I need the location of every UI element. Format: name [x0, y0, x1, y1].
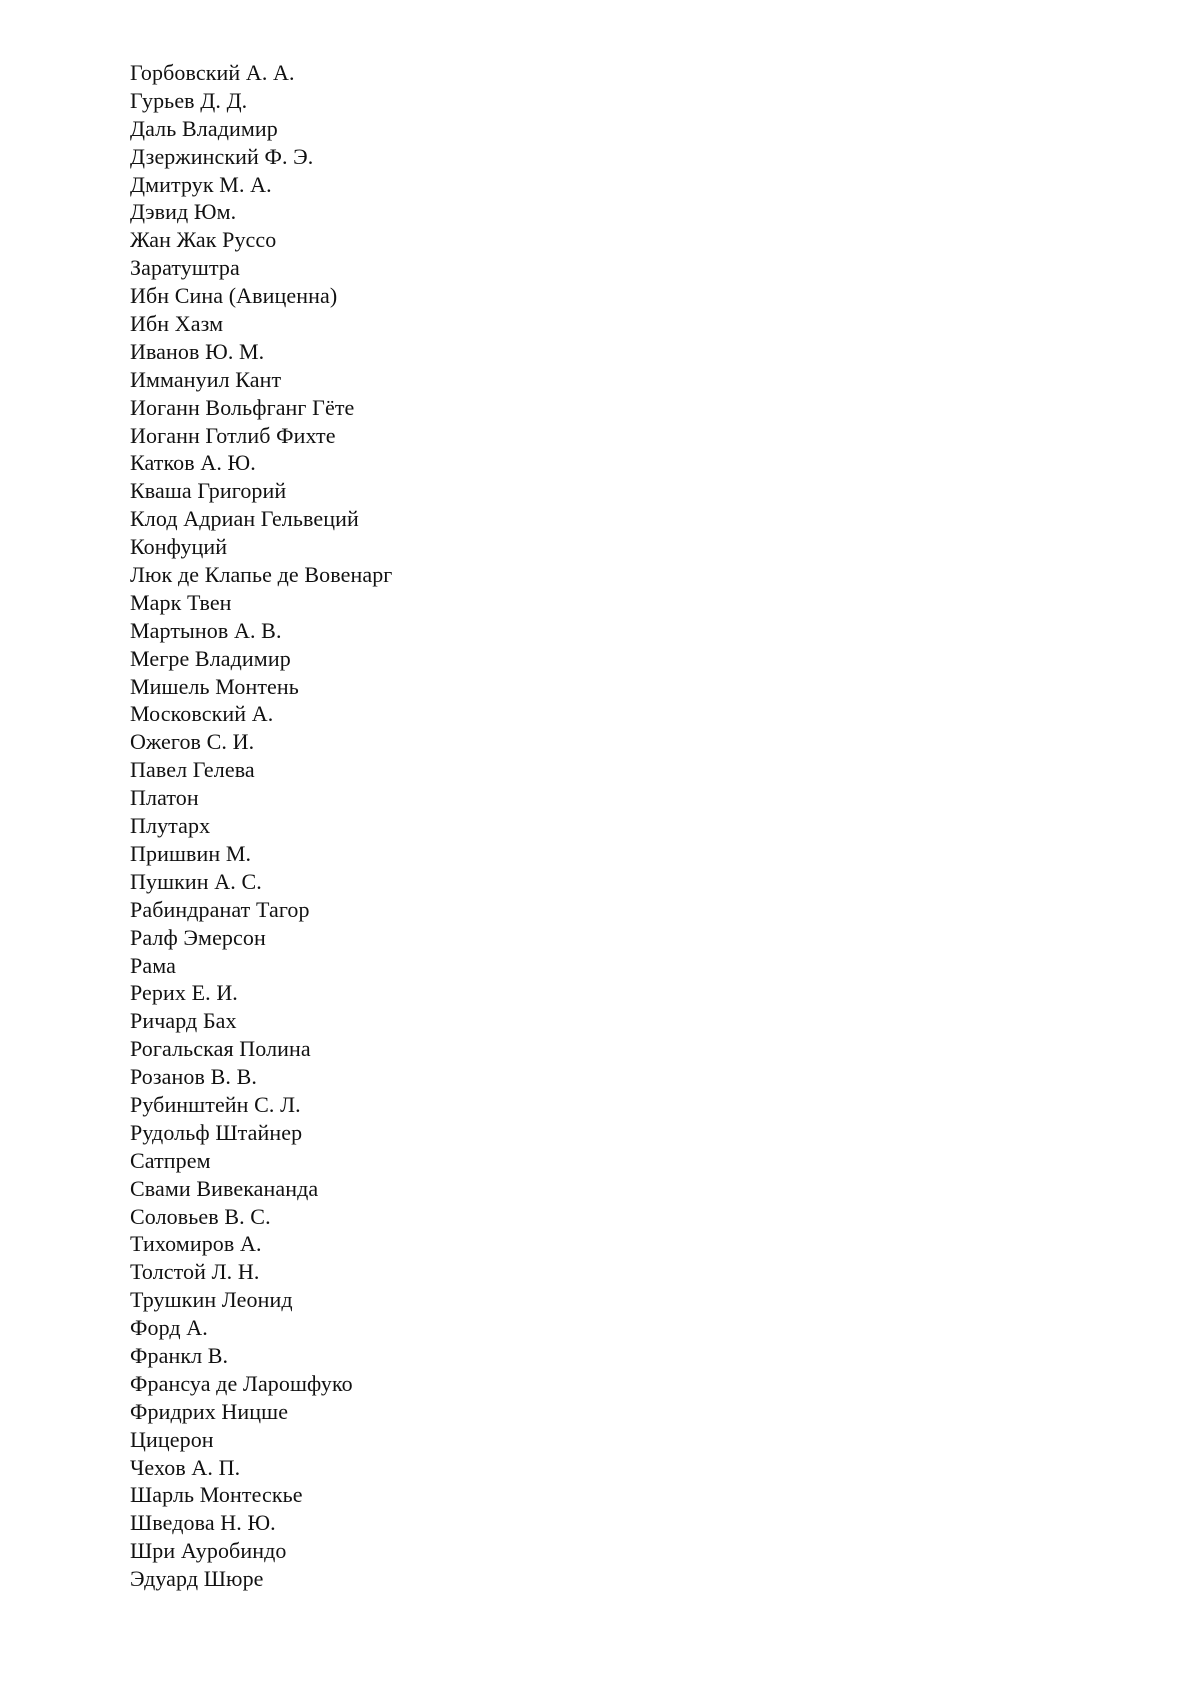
author-name-item: Клод Адриан Гельвеций [130, 506, 359, 532]
author-name-item: Платон [130, 785, 199, 811]
author-name-item: Фридрих Ницше [130, 1398, 289, 1424]
author-name-item: Толстой Л. Н. [130, 1259, 260, 1285]
author-name-item: Эдуард Шюре [130, 1566, 264, 1592]
author-name-item: Ричард Бах [130, 1008, 237, 1034]
author-name-item: Марк Твен [130, 589, 232, 615]
author-name-item: Иммануил Кант [130, 366, 282, 392]
author-name-item: Даль Владимир [130, 115, 278, 141]
author-name-item: Кваша Григорий [130, 478, 287, 504]
author-name-item: Франкл В. [130, 1342, 229, 1368]
author-name-item: Соловьев В. С. [130, 1203, 271, 1229]
author-name-item: Дмитрук М. А. [130, 171, 272, 197]
author-name-item: Тихомиров А. [130, 1231, 262, 1257]
author-name-item: Франсуа де Ларошфуко [130, 1370, 353, 1396]
author-name-item: Чехов А. П. [130, 1454, 241, 1480]
author-name-item: Жан Жак Руссо [130, 227, 277, 253]
author-name-item: Цицерон [130, 1426, 214, 1452]
author-name-item: Гурьев Д. Д. [130, 87, 248, 113]
author-name-item: Сатпрем [130, 1147, 211, 1173]
author-name-item: Иоганн Готлиб Фихте [130, 422, 336, 448]
author-name-item: Ожегов С. И. [130, 729, 255, 755]
author-name-item: Свами Вивекананда [130, 1175, 319, 1201]
author-name-item: Рама [130, 952, 176, 978]
author-name-item: Трушкин Леонид [130, 1287, 293, 1313]
author-name-item: Рогальская Полина [130, 1036, 311, 1062]
author-name-item: Форд А. [130, 1315, 208, 1341]
author-name-item: Рудольф Штайнер [130, 1119, 303, 1145]
author-name-item: Пришвин М. [130, 840, 252, 866]
author-name-item: Дзержинский Ф. Э. [130, 143, 314, 169]
author-name-item: Ралф Эмерсон [130, 924, 266, 950]
author-name-item: Московский А. [130, 701, 274, 727]
author-name-item: Дэвид Юм. [130, 199, 237, 225]
author-name-item: Рабиндранат Тагор [130, 896, 310, 922]
author-name-item: Павел Гелева [130, 757, 255, 783]
author-name-list [130, 59, 392, 1593]
author-name-item: Конфуций [130, 534, 228, 560]
author-name-item: Шарль Монтескье [130, 1482, 303, 1508]
author-name-item: Шведова Н. Ю. [130, 1510, 276, 1536]
author-name-item: Рубинштейн С. Л. [130, 1091, 301, 1117]
author-name-item: Люк де Клапье де Вовенарг [130, 562, 393, 588]
author-name-item: Мартынов А. В. [130, 617, 282, 643]
author-name-item: Иоганн Вольфганг Гёте [130, 394, 355, 420]
author-name-item: Ибн Хазм [130, 311, 224, 337]
author-name-item: Ибн Сина (Авиценна) [130, 283, 338, 309]
author-name-item: Пушкин А. С. [130, 868, 262, 894]
author-name-item: Плутарх [130, 813, 211, 839]
author-name-item: Катков А. Ю. [130, 450, 256, 476]
author-name-item: Горбовский А. А. [130, 60, 295, 85]
author-name-item: Рерих Е. И. [130, 980, 238, 1006]
author-name-item: Иванов Ю. М. [130, 338, 265, 364]
author-name-item: Мегре Владимир [130, 645, 291, 671]
author-name-item: Шри Ауробиндо [130, 1538, 287, 1564]
author-name-item: Розанов В. В. [130, 1064, 257, 1090]
author-name-item: Мишель Монтень [130, 673, 299, 699]
author-name-item: Заратуштра [130, 255, 240, 281]
